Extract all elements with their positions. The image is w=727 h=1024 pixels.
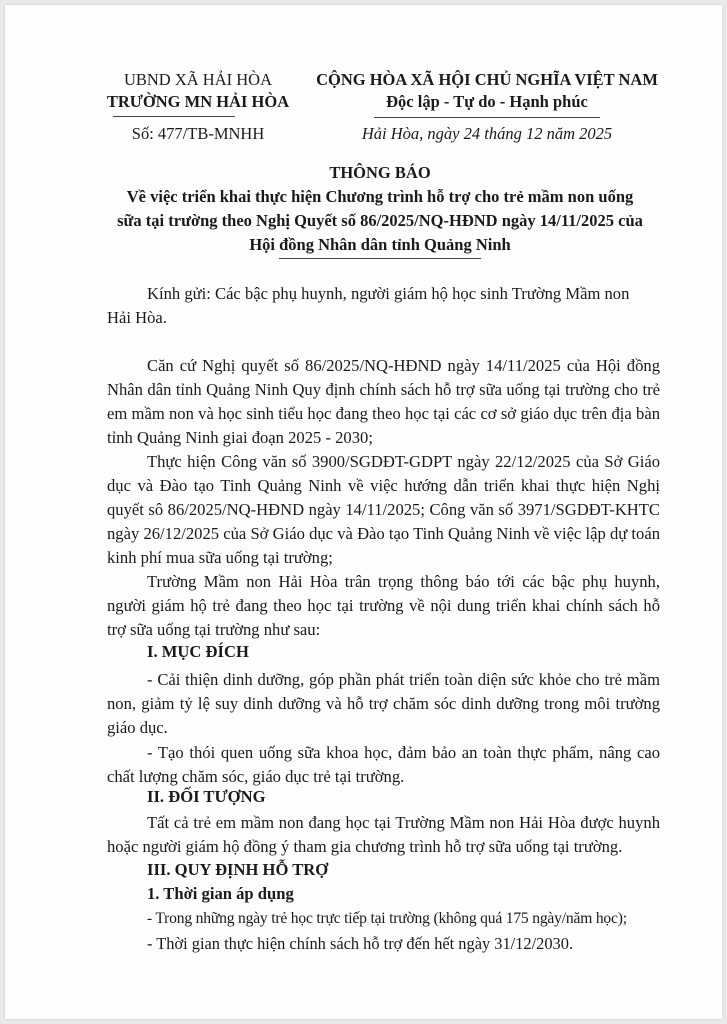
subject-line-2: sữa tại trường theo Nghị Quyết số 86/2025/NQ-HĐND ngày 14/11/2025 của [117, 211, 643, 230]
subsection-time-heading: 1. Thời gian áp dụng [147, 884, 294, 903]
place-date: Hải Hòa, ngày 24 tháng 12 năm 2025 [361, 124, 613, 143]
purpose-item-1: - Cải thiện dinh dưỡng, góp phần phát triển toàn diện sức khỏe cho trẻ mầm non, giảm tỷ lệ suy dinh dưỡng và hỗ trợ chăm sóc dinh dưỡng trong môi trường giáo dục. [107, 670, 660, 737]
basis-paragraph-2: Thực hiện Công văn số 3900/SGDĐT-GDPT ngày 22/12/2025 của Sở Giáo dục và Đào tạo Tinh Quảng Ninh về việc hướng dẫn triển khai thực hiện Nghị quyết sô 86/2025/NQ-HĐND ngày 14/11/2025; Công văn số 3971/SGDĐT-KHTC ngày 26/12/2025 của Sở Giáo dục và Đào tạo Tinh Quảng Ninh về việc lập dự toán kinh phí mua sữa uống tại trường; [107, 452, 660, 567]
subject-line-1: Về việc triển khai thực hiện Chương trình hỗ trợ cho trẻ mầm non uống [126, 187, 634, 206]
header-right-rule [374, 117, 600, 118]
title-rule [279, 258, 481, 259]
purpose-item-2: - Tạo thói quen uống sữa khoa học, đảm bảo an toàn thực phẩm, nâng cao chất lượng chăm sóc, giáo dục trẻ tại trường. [107, 743, 660, 786]
recipient-line-1: Kính gửi: Các bậc phụ huynh, người giám hộ học sinh Trường Mầm non [147, 284, 630, 303]
basis-paragraph-3: Trường Mầm non Hải Hòa trân trọng thông báo tới các bậc phụ huynh, người giám hộ trẻ đang theo học tại trường về nội dung triển khai chính sách hỗ trợ sữa uống tại trường như sau: [107, 572, 660, 639]
national-motto: Độc lập - Tự do - Hạnh phúc [386, 92, 588, 111]
section-subjects-heading: II. ĐỐI TƯỢNG [147, 787, 266, 806]
school-name: TRƯỜNG MN HẢI HÒA [106, 92, 290, 111]
section-regulations-heading: III. QUY ĐỊNH HỖ TRỢ [147, 860, 329, 879]
time-item-2: - Thời gian thực hiện chính sách hỗ trợ đến hết ngày 31/12/2030. [147, 934, 574, 953]
document-number: Số: 477/TB-MNHH [131, 124, 265, 143]
subject-line-3: Hội đồng Nhân dân tỉnh Quảng Ninh [249, 235, 511, 254]
basis-paragraph-1: Căn cứ Nghị quyết số 86/2025/NQ-HĐND ngày 14/11/2025 của Hội đồng Nhân dân tỉnh Quảng Ninh Quy định chính sách hỗ trợ sữa uống tại trường cho trẻ em mầm non và học sinh tiểu học đang theo học tại các cơ sở giáo dục trên địa bàn tỉnh Quảng Ninh giai đoạn 2025 - 2030; [107, 356, 660, 447]
header-left-rule [113, 116, 235, 117]
document-type: THÔNG BÁO [329, 163, 431, 182]
national-title: CỘNG HÒA XÃ HỘI CHỦ NGHĨA VIỆT NAM [316, 70, 658, 89]
section-purpose-heading: I. MỤC ĐÍCH [147, 642, 249, 661]
recipient-line-2: Hải Hòa. [107, 308, 167, 327]
recipient [107, 282, 660, 330]
subjects-text: Tất cả trẻ em mầm non đang học tại Trường Mầm non Hải Hòa được huynh hoặc người giám hộ đồng ý tham gia chương trình hỗ trợ sữa uống tại trường. [107, 813, 660, 856]
agency-name: UBND XÃ HẢI HÒA [123, 70, 273, 89]
time-item-1: - Trong những ngày trẻ học trực tiếp tại trường (không quá 175 ngày/năm học); [147, 910, 627, 927]
